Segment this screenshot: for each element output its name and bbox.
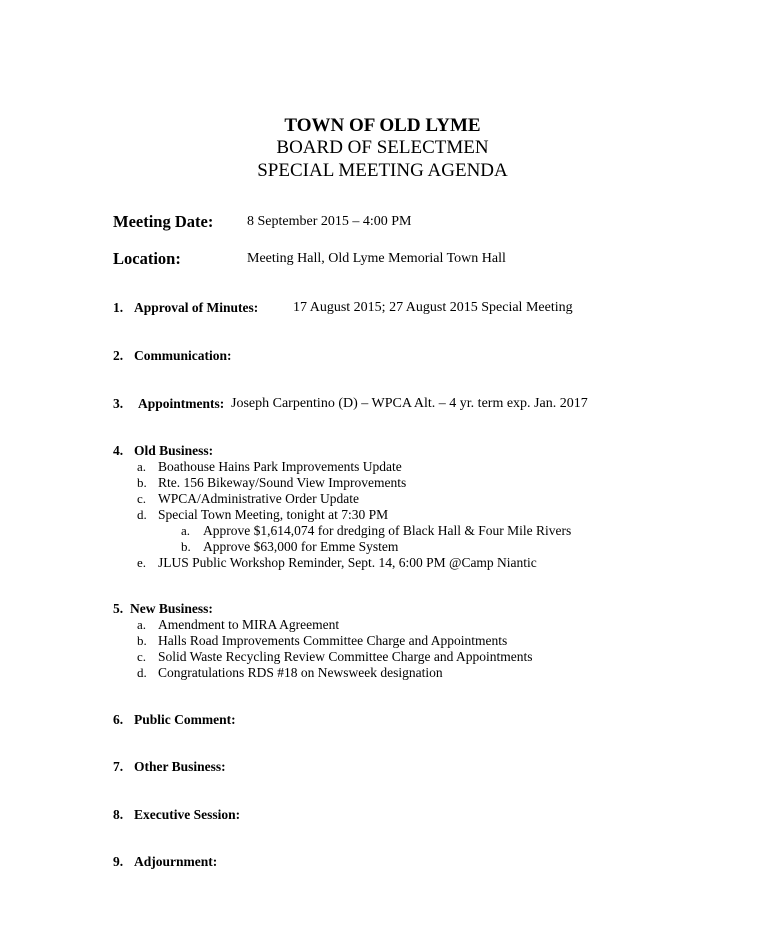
- approval-of-minutes-heading: Approval of Minutes:: [134, 300, 259, 315]
- agenda-item-number: 7.: [113, 759, 124, 774]
- agenda-item-number: 6.: [113, 712, 124, 727]
- old-business-item: WPCA/Administrative Order Update: [158, 491, 359, 506]
- agenda-item-number: 1.: [113, 300, 124, 315]
- town-meeting-item: Approve $63,000 for Emme System: [203, 539, 399, 554]
- sub-item-letter: d.: [137, 507, 147, 522]
- communication-heading: Communication:: [134, 348, 232, 363]
- agenda-item-number: 5.: [113, 601, 124, 616]
- sub-item-letter: c.: [137, 491, 147, 506]
- sub-item-letter: d.: [137, 665, 147, 680]
- old-business-item: Boathouse Hains Park Improvements Update: [158, 459, 402, 474]
- agenda-item-number: 3.: [113, 396, 124, 411]
- agenda-item-number: 9.: [113, 854, 124, 869]
- nested-item-letter: a.: [181, 523, 191, 538]
- old-business-item: Rte. 156 Bikeway/Sound View Improvements: [158, 475, 407, 490]
- nested-item-letter: b.: [181, 539, 191, 554]
- other-business-heading: Other Business:: [134, 759, 226, 774]
- executive-session-heading: Executive Session:: [134, 807, 241, 822]
- location-label: Location:: [113, 249, 181, 268]
- new-business-item: Halls Road Improvements Committee Charge and Appointments: [158, 633, 508, 648]
- meeting-date-label: Meeting Date:: [113, 212, 214, 231]
- old-business-item: Special Town Meeting, tonight at 7:30 PM: [158, 507, 389, 522]
- agenda-item-number: 2.: [113, 348, 124, 363]
- sub-item-letter: b.: [137, 475, 147, 490]
- approval-of-minutes-value: 17 August 2015; 27 August 2015 Special Meeting: [293, 300, 573, 315]
- document-subtitle: BOARD OF SELECTMEN: [276, 137, 489, 158]
- agenda-item-number: 4.: [113, 443, 124, 458]
- agenda-title: SPECIAL MEETING AGENDA: [257, 160, 508, 181]
- new-business-item: Congratulations RDS #18 on Newsweek designation: [158, 665, 443, 680]
- old-business-item: JLUS Public Workshop Reminder, Sept. 14, 6:00 PM @Camp Niantic: [158, 555, 537, 570]
- sub-item-letter: a.: [137, 459, 147, 474]
- new-business-item: Amendment to MIRA Agreement: [158, 617, 340, 632]
- agenda-item-number: 8.: [113, 807, 124, 822]
- location-value: Meeting Hall, Old Lyme Memorial Town Hall: [247, 251, 506, 266]
- document-title: TOWN OF OLD LYME: [284, 115, 481, 136]
- sub-item-letter: c.: [137, 649, 147, 664]
- new-business-heading: New Business:: [130, 601, 213, 616]
- public-comment-heading: Public Comment:: [134, 712, 236, 727]
- new-business-item: Solid Waste Recycling Review Committee Charge and Appointments: [158, 649, 533, 664]
- meeting-date-value: 8 September 2015 – 4:00 PM: [247, 214, 412, 229]
- sub-item-letter: a.: [137, 617, 147, 632]
- old-business-heading: Old Business:: [134, 443, 214, 458]
- adjournment-heading: Adjournment:: [134, 854, 218, 869]
- appointments-value: Joseph Carpentino (D) – WPCA Alt. – 4 yr. term exp. Jan. 2017: [231, 396, 588, 411]
- town-meeting-item: Approve $1,614,074 for dredging of Black Hall & Four Mile Rivers: [203, 523, 572, 538]
- appointments-heading: Appointments:: [138, 396, 225, 411]
- sub-item-letter: e.: [137, 555, 147, 570]
- sub-item-letter: b.: [137, 633, 147, 648]
